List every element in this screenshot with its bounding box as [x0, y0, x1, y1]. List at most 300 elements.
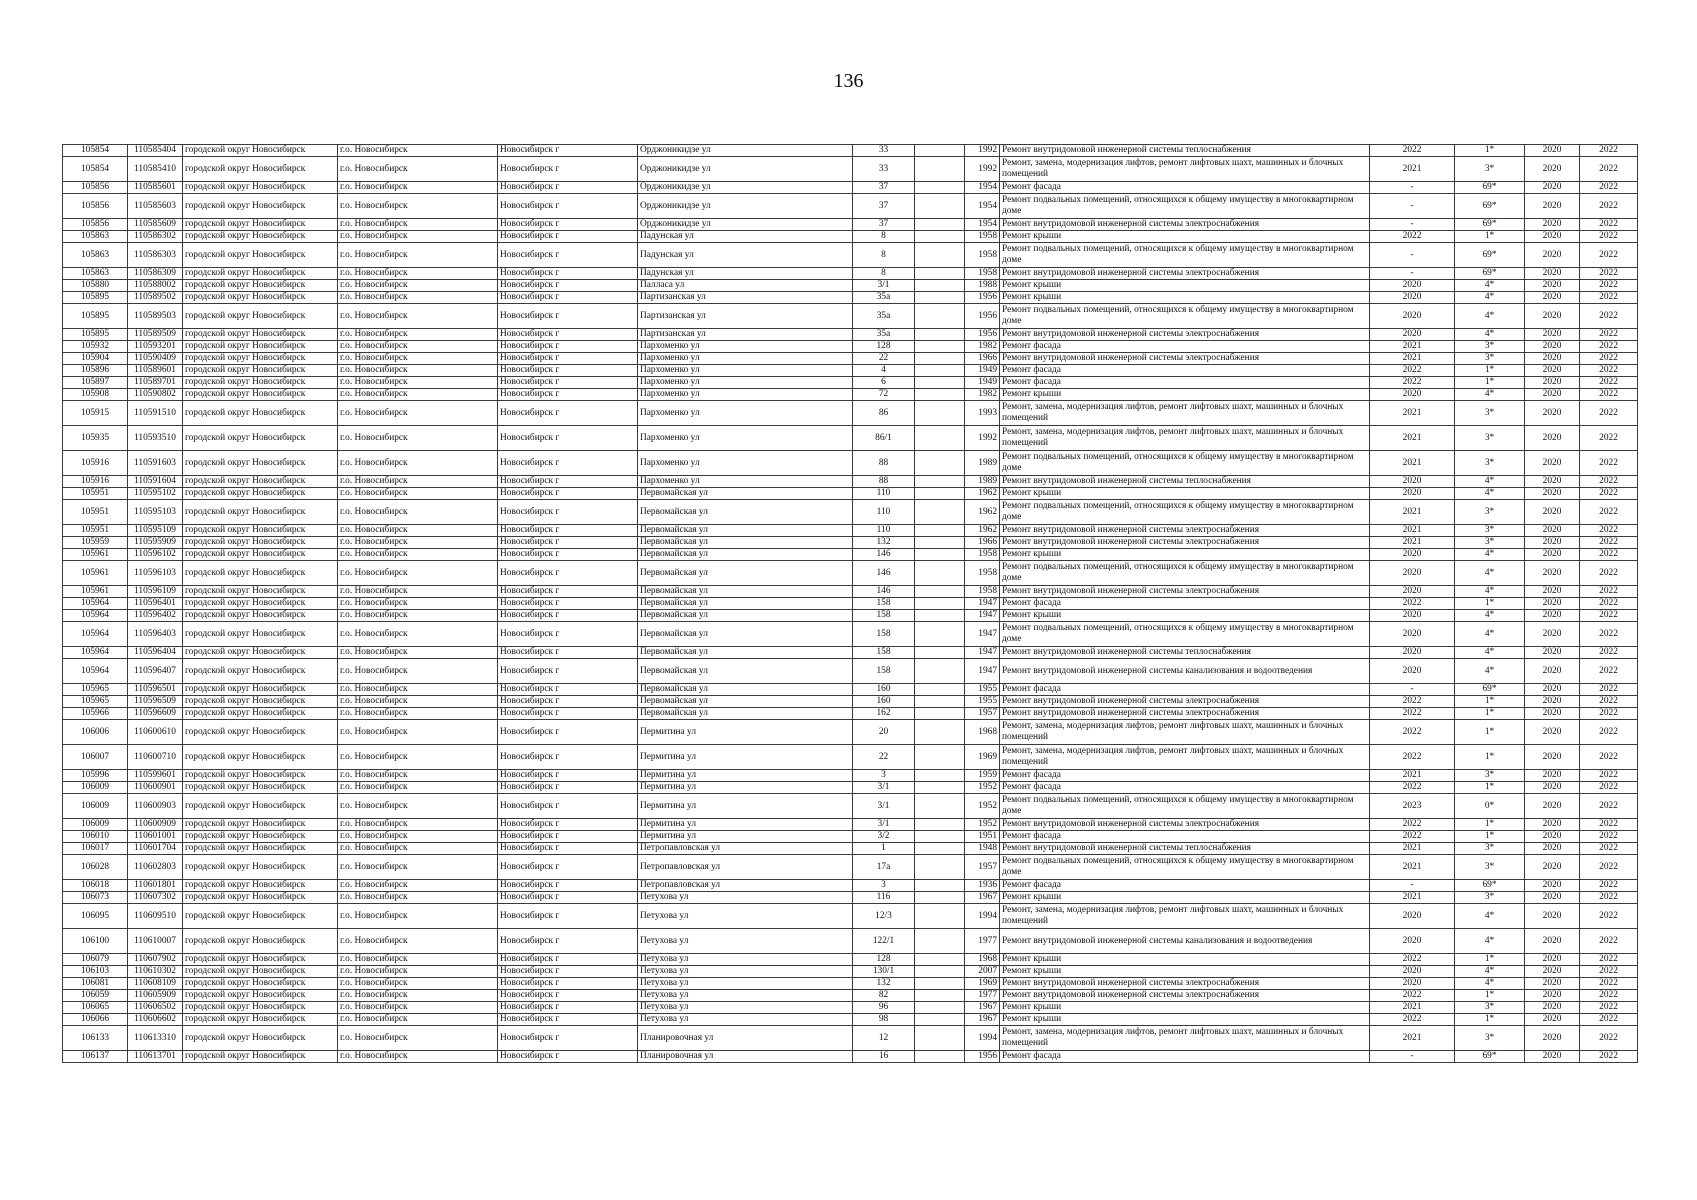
cell-work: Ремонт внутридомовой инженерной системы теплоснабжения [1000, 145, 1370, 157]
cell-code: 110590409 [128, 353, 183, 365]
cell-id: 106007 [63, 745, 128, 770]
cell-sub [915, 659, 965, 684]
cell-street: Петропавловская ул [638, 880, 853, 892]
cell-sub [915, 1051, 965, 1063]
cell-id: 105916 [63, 476, 128, 488]
cell-category: 3* [1455, 843, 1525, 855]
cell-year: 1947 [965, 598, 1000, 610]
cell-street: Пархоменко ул [638, 389, 853, 401]
cell-code: 110607302 [128, 892, 183, 904]
cell-street: Первомайская ул [638, 586, 853, 598]
cell-category: 4* [1455, 488, 1525, 500]
cell-okrug: городской округ Новосибирск [183, 720, 338, 745]
cell-category: 4* [1455, 610, 1525, 622]
cell-work: Ремонт крыши [1000, 488, 1370, 500]
cell-work: Ремонт крыши [1000, 610, 1370, 622]
cell-category: 4* [1455, 476, 1525, 488]
cell-plan: 2022 [1370, 145, 1455, 157]
cell-street: Петухова ул [638, 954, 853, 966]
table-row [63, 219, 1638, 231]
cell-year: 1949 [965, 365, 1000, 377]
cell-id: 105964 [63, 659, 128, 684]
cell-street: Первомайская ул [638, 622, 853, 647]
cell-sub [915, 341, 965, 353]
cell-year-end: 2022 [1580, 145, 1638, 157]
cell-code: 110593510 [128, 426, 183, 451]
cell-house: 16 [853, 1051, 915, 1063]
cell-id: 105951 [63, 488, 128, 500]
cell-street: Палласа ул [638, 280, 853, 292]
cell-sub [915, 819, 965, 831]
cell-work: Ремонт внутридомовой инженерной системы электроснабжения [1000, 978, 1370, 990]
cell-okrug: городской округ Новосибирск [183, 794, 338, 819]
cell-city: Новосибирск г [498, 892, 638, 904]
cell-city: Новосибирск г [498, 1002, 638, 1014]
cell-code: 110585603 [128, 194, 183, 219]
table-row [63, 770, 1638, 782]
cell-year-end: 2022 [1580, 966, 1638, 978]
cell-street: Первомайская ул [638, 549, 853, 561]
cell-year-start: 2020 [1525, 745, 1580, 770]
table-row [63, 720, 1638, 745]
cell-year-end: 2022 [1580, 157, 1638, 182]
cell-house: 3/2 [853, 831, 915, 843]
cell-go: г.о. Новосибирск [338, 525, 498, 537]
cell-year-start: 2020 [1525, 696, 1580, 708]
table-row [63, 880, 1638, 892]
cell-category: 3* [1455, 770, 1525, 782]
cell-okrug: городской округ Новосибирск [183, 880, 338, 892]
cell-year-end: 2022 [1580, 855, 1638, 880]
cell-plan: - [1370, 684, 1455, 696]
cell-okrug: городской округ Новосибирск [183, 622, 338, 647]
cell-id: 106065 [63, 1002, 128, 1014]
cell-year-start: 2020 [1525, 855, 1580, 880]
table-row [63, 684, 1638, 696]
cell-city: Новосибирск г [498, 1014, 638, 1026]
table-row [63, 145, 1638, 157]
cell-plan: 2021 [1370, 525, 1455, 537]
cell-street: Первомайская ул [638, 500, 853, 525]
cell-sub [915, 794, 965, 819]
cell-sub [915, 219, 965, 231]
cell-code: 110586309 [128, 268, 183, 280]
cell-category: 4* [1455, 389, 1525, 401]
cell-year-end: 2022 [1580, 647, 1638, 659]
cell-category: 69* [1455, 219, 1525, 231]
cell-go: г.о. Новосибирск [338, 389, 498, 401]
cell-category: 4* [1455, 647, 1525, 659]
cell-category: 1* [1455, 745, 1525, 770]
cell-year-start: 2020 [1525, 831, 1580, 843]
table-row [63, 280, 1638, 292]
cell-sub [915, 770, 965, 782]
table-row [63, 194, 1638, 219]
cell-code: 110585609 [128, 219, 183, 231]
cell-house: 128 [853, 341, 915, 353]
cell-code: 110607902 [128, 954, 183, 966]
table-row [63, 831, 1638, 843]
cell-street: Первомайская ул [638, 598, 853, 610]
cell-okrug: городской округ Новосибирск [183, 586, 338, 598]
cell-code: 110608109 [128, 978, 183, 990]
cell-street: Пермитина ул [638, 720, 853, 745]
cell-city: Новосибирск г [498, 831, 638, 843]
cell-code: 110599601 [128, 770, 183, 782]
cell-go: г.о. Новосибирск [338, 647, 498, 659]
cell-id: 106006 [63, 720, 128, 745]
cell-year-start: 2020 [1525, 182, 1580, 194]
cell-sub [915, 377, 965, 389]
repair-schedule-table [62, 144, 1638, 1063]
cell-id: 105964 [63, 647, 128, 659]
cell-plan: 2020 [1370, 610, 1455, 622]
cell-plan: 2022 [1370, 954, 1455, 966]
cell-city: Новосибирск г [498, 451, 638, 476]
cell-okrug: городской округ Новосибирск [183, 819, 338, 831]
cell-go: г.о. Новосибирск [338, 745, 498, 770]
cell-okrug: городской округ Новосибирск [183, 1051, 338, 1063]
cell-city: Новосибирск г [498, 586, 638, 598]
cell-go: г.о. Новосибирск [338, 182, 498, 194]
cell-city: Новосибирск г [498, 855, 638, 880]
cell-work: Ремонт фасада [1000, 365, 1370, 377]
cell-okrug: городской округ Новосибирск [183, 157, 338, 182]
cell-year: 1992 [965, 145, 1000, 157]
cell-work: Ремонт фасада [1000, 1051, 1370, 1063]
cell-street: Пархоменко ул [638, 476, 853, 488]
table-row [63, 451, 1638, 476]
table-row [63, 843, 1638, 855]
cell-sub [915, 561, 965, 586]
cell-id: 105895 [63, 292, 128, 304]
cell-work: Ремонт внутридомовой инженерной системы электроснабжения [1000, 353, 1370, 365]
cell-plan: 2022 [1370, 598, 1455, 610]
cell-work: Ремонт внутридомовой инженерной системы электроснабжения [1000, 708, 1370, 720]
cell-year: 1968 [965, 954, 1000, 966]
cell-year-end: 2022 [1580, 280, 1638, 292]
cell-year: 1949 [965, 377, 1000, 389]
cell-id: 106103 [63, 966, 128, 978]
cell-work: Ремонт внутридомовой инженерной системы электроснабжения [1000, 990, 1370, 1002]
cell-work: Ремонт, замена, модернизация лифтов, ремонт лифтовых шахт, машинных и блочных помещений [1000, 401, 1370, 426]
cell-go: г.о. Новосибирск [338, 488, 498, 500]
cell-plan: 2020 [1370, 622, 1455, 647]
table-row [63, 892, 1638, 904]
cell-category: 69* [1455, 194, 1525, 219]
cell-sub [915, 586, 965, 598]
cell-street: Пермитина ул [638, 831, 853, 843]
cell-go: г.о. Новосибирск [338, 720, 498, 745]
cell-go: г.о. Новосибирск [338, 770, 498, 782]
cell-plan: 2022 [1370, 696, 1455, 708]
cell-go: г.о. Новосибирск [338, 880, 498, 892]
cell-code: 110586303 [128, 243, 183, 268]
cell-id: 105932 [63, 341, 128, 353]
cell-work: Ремонт, замена, модернизация лифтов, ремонт лифтовых шахт, машинных и блочных помещений [1000, 745, 1370, 770]
cell-plan: 2020 [1370, 978, 1455, 990]
cell-id: 105863 [63, 243, 128, 268]
cell-okrug: городской округ Новосибирск [183, 1026, 338, 1051]
cell-okrug: городской округ Новосибирск [183, 231, 338, 243]
cell-city: Новосибирск г [498, 401, 638, 426]
cell-city: Новосибирск г [498, 929, 638, 954]
cell-category: 4* [1455, 561, 1525, 586]
cell-okrug: городской округ Новосибирск [183, 304, 338, 329]
cell-okrug: городской округ Новосибирск [183, 782, 338, 794]
cell-house: 146 [853, 561, 915, 586]
cell-sub [915, 610, 965, 622]
cell-category: 3* [1455, 353, 1525, 365]
cell-year-end: 2022 [1580, 451, 1638, 476]
cell-okrug: городской округ Новосибирск [183, 537, 338, 549]
cell-category: 3* [1455, 537, 1525, 549]
cell-okrug: городской округ Новосибирск [183, 182, 338, 194]
cell-city: Новосибирск г [498, 659, 638, 684]
cell-year: 1962 [965, 525, 1000, 537]
cell-work: Ремонт крыши [1000, 231, 1370, 243]
cell-street: Пархоменко ул [638, 426, 853, 451]
cell-category: 4* [1455, 292, 1525, 304]
cell-street: Первомайская ул [638, 684, 853, 696]
cell-year-end: 2022 [1580, 831, 1638, 843]
cell-year-end: 2022 [1580, 268, 1638, 280]
cell-sub [915, 966, 965, 978]
cell-year: 1958 [965, 231, 1000, 243]
cell-year-end: 2022 [1580, 292, 1638, 304]
cell-city: Новосибирск г [498, 610, 638, 622]
cell-sub [915, 268, 965, 280]
cell-code: 110593201 [128, 341, 183, 353]
cell-year: 1954 [965, 219, 1000, 231]
cell-go: г.о. Новосибирск [338, 292, 498, 304]
cell-go: г.о. Новосибирск [338, 304, 498, 329]
table-row [63, 157, 1638, 182]
cell-house: 122/1 [853, 929, 915, 954]
cell-city: Новосибирск г [498, 978, 638, 990]
cell-sub [915, 954, 965, 966]
cell-okrug: городской округ Новосибирск [183, 892, 338, 904]
cell-code: 110610302 [128, 966, 183, 978]
cell-year: 1952 [965, 782, 1000, 794]
cell-street: Петухова ул [638, 892, 853, 904]
cell-city: Новосибирск г [498, 745, 638, 770]
cell-year-start: 2020 [1525, 231, 1580, 243]
cell-category: 4* [1455, 622, 1525, 647]
cell-plan: 2022 [1370, 831, 1455, 843]
cell-go: г.о. Новосибирск [338, 231, 498, 243]
table-row [63, 329, 1638, 341]
cell-sub [915, 488, 965, 500]
cell-category: 1* [1455, 377, 1525, 389]
cell-category: 69* [1455, 1051, 1525, 1063]
cell-okrug: городской округ Новосибирск [183, 145, 338, 157]
cell-year-start: 2020 [1525, 1051, 1580, 1063]
cell-sub [915, 500, 965, 525]
cell-work: Ремонт фасада [1000, 182, 1370, 194]
cell-id: 105915 [63, 401, 128, 426]
cell-sub [915, 1002, 965, 1014]
cell-year-start: 2020 [1525, 268, 1580, 280]
cell-sub [915, 880, 965, 892]
cell-id: 105961 [63, 586, 128, 598]
cell-plan: 2021 [1370, 157, 1455, 182]
cell-house: 158 [853, 647, 915, 659]
cell-okrug: городской округ Новосибирск [183, 684, 338, 696]
cell-plan: 2021 [1370, 426, 1455, 451]
cell-code: 110589503 [128, 304, 183, 329]
cell-category: 4* [1455, 304, 1525, 329]
cell-go: г.о. Новосибирск [338, 549, 498, 561]
cell-year: 1947 [965, 659, 1000, 684]
cell-year-start: 2020 [1525, 304, 1580, 329]
cell-code: 110596402 [128, 610, 183, 622]
cell-street: Первомайская ул [638, 537, 853, 549]
cell-year: 1966 [965, 353, 1000, 365]
cell-year-end: 2022 [1580, 426, 1638, 451]
cell-go: г.о. Новосибирск [338, 684, 498, 696]
cell-year: 1956 [965, 292, 1000, 304]
cell-year: 1955 [965, 684, 1000, 696]
table-row [63, 292, 1638, 304]
cell-category: 4* [1455, 329, 1525, 341]
cell-year-start: 2020 [1525, 389, 1580, 401]
cell-code: 110601801 [128, 880, 183, 892]
cell-year-start: 2020 [1525, 292, 1580, 304]
cell-category: 1* [1455, 145, 1525, 157]
cell-category: 3* [1455, 426, 1525, 451]
cell-go: г.о. Новосибирск [338, 855, 498, 880]
cell-id: 105897 [63, 377, 128, 389]
cell-id: 105965 [63, 696, 128, 708]
cell-city: Новосибирск г [498, 280, 638, 292]
cell-sub [915, 157, 965, 182]
cell-sub [915, 525, 965, 537]
cell-sub [915, 549, 965, 561]
cell-city: Новосибирск г [498, 966, 638, 978]
cell-year: 1992 [965, 157, 1000, 182]
cell-id: 106028 [63, 855, 128, 880]
cell-sub [915, 978, 965, 990]
table-row [63, 231, 1638, 243]
table-row [63, 745, 1638, 770]
cell-city: Новосибирск г [498, 243, 638, 268]
cell-year: 1967 [965, 1014, 1000, 1026]
cell-code: 110589502 [128, 292, 183, 304]
cell-sub [915, 243, 965, 268]
cell-year: 1958 [965, 549, 1000, 561]
cell-house: 162 [853, 708, 915, 720]
table-row [63, 794, 1638, 819]
cell-work: Ремонт подвальных помещений, относящихся к общему имуществу в многоквартирном доме [1000, 451, 1370, 476]
cell-sub [915, 365, 965, 377]
cell-year: 1977 [965, 990, 1000, 1002]
cell-city: Новосибирск г [498, 476, 638, 488]
cell-work: Ремонт, замена, модернизация лифтов, ремонт лифтовых шахт, машинных и блочных помещений [1000, 720, 1370, 745]
cell-work: Ремонт крыши [1000, 389, 1370, 401]
table-row [63, 243, 1638, 268]
cell-plan: 2021 [1370, 892, 1455, 904]
cell-year-start: 2020 [1525, 451, 1580, 476]
cell-street: Петропавловская ул [638, 843, 853, 855]
cell-go: г.о. Новосибирск [338, 329, 498, 341]
cell-id: 105856 [63, 219, 128, 231]
cell-okrug: городской округ Новосибирск [183, 770, 338, 782]
cell-house: 4 [853, 365, 915, 377]
cell-category: 3* [1455, 157, 1525, 182]
cell-year-end: 2022 [1580, 1002, 1638, 1014]
cell-id: 105996 [63, 770, 128, 782]
cell-code: 110596403 [128, 622, 183, 647]
cell-year-start: 2020 [1525, 819, 1580, 831]
cell-category: 1* [1455, 954, 1525, 966]
cell-plan: 2020 [1370, 561, 1455, 586]
cell-id: 105854 [63, 157, 128, 182]
cell-house: 130/1 [853, 966, 915, 978]
cell-id: 106073 [63, 892, 128, 904]
cell-go: г.о. Новосибирск [338, 1026, 498, 1051]
cell-city: Новосибирск г [498, 794, 638, 819]
cell-year-end: 2022 [1580, 194, 1638, 219]
cell-category: 1* [1455, 990, 1525, 1002]
cell-year-start: 2020 [1525, 770, 1580, 782]
cell-go: г.о. Новосибирск [338, 966, 498, 978]
cell-year: 1982 [965, 389, 1000, 401]
table-row [63, 954, 1638, 966]
cell-plan: 2022 [1370, 990, 1455, 1002]
cell-plan: 2021 [1370, 500, 1455, 525]
cell-house: 132 [853, 978, 915, 990]
table-row [63, 561, 1638, 586]
cell-year-start: 2020 [1525, 622, 1580, 647]
cell-code: 110605909 [128, 990, 183, 1002]
page-number: 136 [833, 70, 864, 92]
cell-year-start: 2020 [1525, 794, 1580, 819]
cell-city: Новосибирск г [498, 500, 638, 525]
cell-code: 110601001 [128, 831, 183, 843]
cell-plan: 2021 [1370, 843, 1455, 855]
cell-year-start: 2020 [1525, 377, 1580, 389]
cell-street: Партизанская ул [638, 292, 853, 304]
cell-id: 106100 [63, 929, 128, 954]
cell-year: 1955 [965, 696, 1000, 708]
table-row [63, 304, 1638, 329]
cell-okrug: городской округ Новосибирск [183, 708, 338, 720]
cell-go: г.о. Новосибирск [338, 280, 498, 292]
cell-go: г.о. Новосибирск [338, 1051, 498, 1063]
cell-plan: 2021 [1370, 770, 1455, 782]
cell-year: 1993 [965, 401, 1000, 426]
cell-category: 3* [1455, 892, 1525, 904]
cell-category: 1* [1455, 720, 1525, 745]
cell-okrug: городской округ Новосибирск [183, 954, 338, 966]
cell-category: 3* [1455, 500, 1525, 525]
cell-id: 105856 [63, 182, 128, 194]
cell-code: 110596509 [128, 696, 183, 708]
cell-year: 1948 [965, 843, 1000, 855]
cell-house: 35а [853, 304, 915, 329]
cell-year-end: 2022 [1580, 770, 1638, 782]
cell-house: 3/1 [853, 794, 915, 819]
cell-work: Ремонт внутридомовой инженерной системы электроснабжения [1000, 537, 1370, 549]
cell-code: 110602803 [128, 855, 183, 880]
cell-plan: 2022 [1370, 819, 1455, 831]
cell-plan: - [1370, 182, 1455, 194]
cell-id: 106081 [63, 978, 128, 990]
cell-go: г.о. Новосибирск [338, 268, 498, 280]
table-row [63, 610, 1638, 622]
cell-go: г.о. Новосибирск [338, 157, 498, 182]
